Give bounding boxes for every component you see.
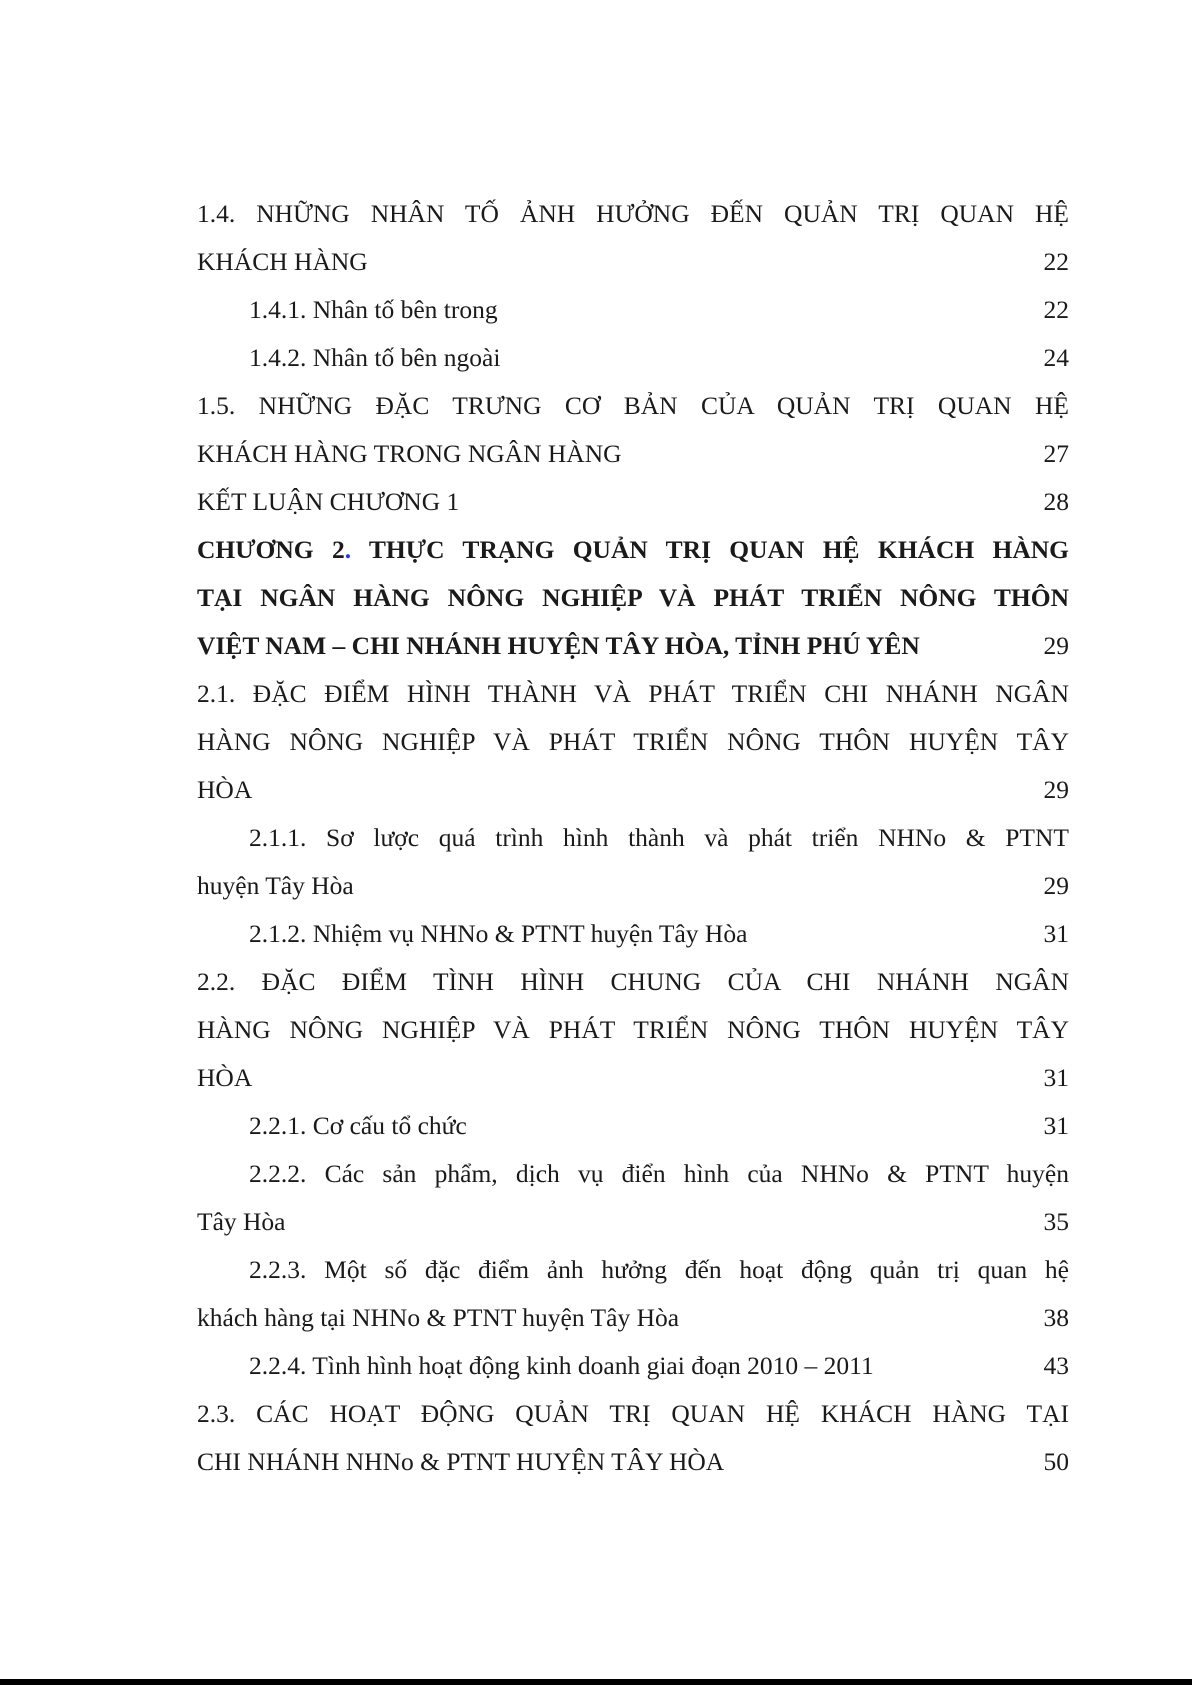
toc-entry-2-2-2[interactable] [197, 1150, 1069, 1246]
toc-entry-text: 1.4.2. Nhân tố bên ngoài [249, 343, 501, 372]
toc-page-number: 31 [1043, 1111, 1069, 1140]
toc-entry-2-1-line3: HÒA [197, 775, 253, 804]
toc-entry-2-2-1[interactable] [197, 1102, 1069, 1150]
toc-page-number: 29 [1043, 775, 1069, 804]
toc-entry-2-3-line2: CHI NHÁNH NHNo & PTNT HUYỆN TÂY HÒA [197, 1447, 725, 1476]
toc-entry-2-1-2[interactable] [197, 910, 1069, 958]
toc-entry-2-1-line1: 2.1. ĐẶC ĐIỂM HÌNH THÀNH VÀ PHÁT TRIỂN CHI NHÁNH NGÂN [197, 679, 1069, 708]
toc-entry-2-1-line2: HÀNG NÔNG NGHIỆP VÀ PHÁT TRIỂN NÔNG THÔN HUYỆN TÂY [197, 727, 1069, 756]
toc-entry-2-2[interactable] [197, 958, 1069, 1102]
toc-entry-text: KẾT LUẬN CHƯƠNG 1 [197, 487, 460, 516]
toc-entry-2-1[interactable] [197, 670, 1069, 814]
toc-page-number: 22 [1043, 295, 1069, 324]
toc-entry-2-2-line2: HÀNG NÔNG NGHIỆP VÀ PHÁT TRIỂN NÔNG THÔN HUYỆN TÂY [197, 1015, 1069, 1044]
toc-entry-2-1-1-line1: 2.1.1. Sơ lược quá trình hình thành và phát triển NHNo & PTNT [249, 823, 1069, 852]
toc-page-number: 50 [1043, 1447, 1069, 1476]
toc-entry-2-3-line1: 2.3. CÁC HOẠT ĐỘNG QUẢN TRỊ QUAN HỆ KHÁCH HÀNG TẠI [197, 1399, 1069, 1428]
toc-page-number: 31 [1043, 1063, 1069, 1092]
bottom-edge-bar [0, 1679, 1192, 1685]
table-of-contents [197, 190, 1069, 1486]
toc-entry-1-5-line2: KHÁCH HÀNG TRONG NGÂN HÀNG [197, 439, 622, 468]
chapter-2-dot: . [344, 535, 352, 564]
toc-chapter-2-line3: VIỆT NAM – CHI NHÁNH HUYỆN TÂY HÒA, TỈNH PHÚ YÊN [197, 631, 920, 660]
toc-entry-text: 2.1.2. Nhiệm vụ NHNo & PTNT huyện Tây Hòa [249, 919, 748, 948]
toc-entry-2-1-1-line2: huyện Tây Hòa [197, 871, 354, 900]
toc-page-number: 35 [1043, 1207, 1069, 1236]
toc-entry-2-3[interactable] [197, 1390, 1069, 1486]
toc-entry-1-5[interactable] [197, 382, 1069, 478]
toc-entry-text: 2.2.4. Tình hình hoạt động kinh doanh giai đoạn 2010 – 2011 [249, 1351, 874, 1380]
toc-page-number: 29 [1043, 631, 1069, 660]
toc-page-number: 29 [1043, 871, 1069, 900]
toc-page-number: 31 [1043, 919, 1069, 948]
toc-page-number: 27 [1043, 439, 1069, 468]
toc-entry-2-2-3-line2: khách hàng tại NHNo & PTNT huyện Tây Hòa [197, 1303, 680, 1332]
toc-entry-1-4-line1: 1.4. NHỮNG NHÂN TỐ ẢNH HƯỞNG ĐẾN QUẢN TRỊ QUAN HỆ [197, 199, 1069, 228]
toc-entry-ket-luan-1[interactable] [197, 478, 1069, 526]
toc-entry-2-2-3-line1: 2.2.3. Một số đặc điểm ảnh hưởng đến hoạt động quản trị quan hệ [249, 1255, 1069, 1284]
toc-page-number: 22 [1043, 247, 1069, 276]
toc-entry-1-5-line1: 1.5. NHỮNG ĐẶC TRƯNG CƠ BẢN CỦA QUẢN TRỊ QUAN HỆ [197, 391, 1069, 420]
toc-entry-2-2-4[interactable] [197, 1342, 1069, 1390]
toc-entry-1-4-1[interactable] [197, 286, 1069, 334]
toc-entry-text: 1.4.1. Nhân tố bên trong [249, 295, 498, 324]
toc-page-number: 43 [1043, 1351, 1069, 1380]
toc-page-number: 28 [1043, 487, 1069, 516]
toc-page-number: 24 [1043, 343, 1069, 372]
toc-chapter-2-line1 [197, 526, 1069, 574]
toc-entry-1-4-2[interactable] [197, 334, 1069, 382]
chapter-2-line1-rest: THỰC TRẠNG QUẢN TRỊ QUAN HỆ KHÁCH HÀNG [351, 535, 1069, 564]
toc-entry-chuong-2[interactable] [197, 526, 1069, 670]
toc-entry-1-4-line2: KHÁCH HÀNG [197, 247, 368, 276]
toc-entry-text: 2.2.1. Cơ cấu tổ chức [249, 1111, 467, 1140]
toc-entry-1-4[interactable] [197, 190, 1069, 286]
toc-entry-2-2-2-line1: 2.2.2. Các sản phẩm, dịch vụ điển hình của NHNo & PTNT huyện [249, 1159, 1069, 1188]
chapter-2-prefix: CHƯƠNG 2 [197, 535, 345, 564]
toc-entry-2-2-line3: HÒA [197, 1063, 253, 1092]
toc-chapter-2-line2: TẠI NGÂN HÀNG NÔNG NGHIỆP VÀ PHÁT TRIỂN NÔNG THÔN [197, 583, 1069, 612]
toc-entry-2-2-line1: 2.2. ĐẶC ĐIỂM TÌNH HÌNH CHUNG CỦA CHI NHÁNH NGÂN [197, 967, 1069, 996]
toc-page-number: 38 [1043, 1303, 1069, 1332]
toc-entry-2-2-2-line2: Tây Hòa [197, 1207, 286, 1236]
toc-entry-2-1-1[interactable] [197, 814, 1069, 910]
toc-entry-2-2-3[interactable] [197, 1246, 1069, 1342]
